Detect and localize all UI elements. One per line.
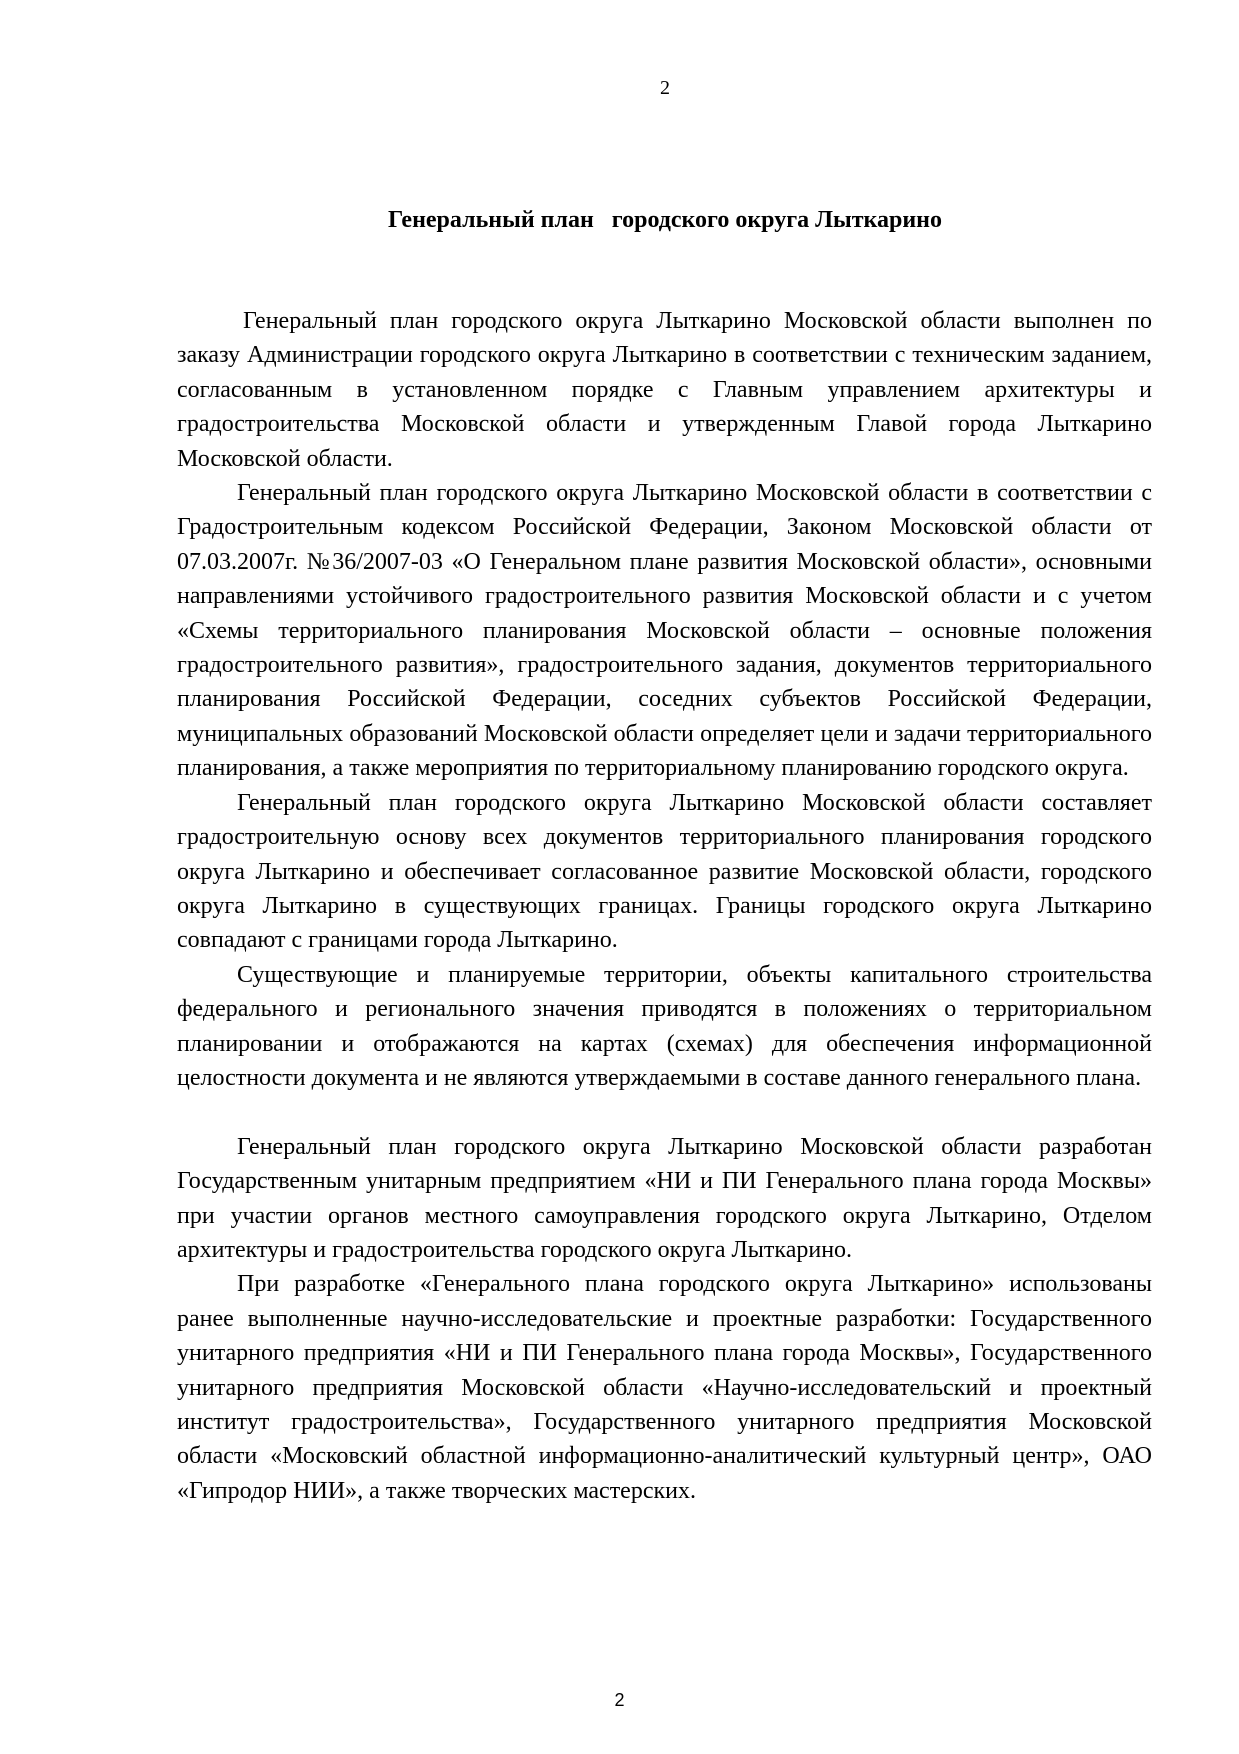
document-title: Генеральный план городского округа Лыткарино [387, 207, 942, 233]
paragraph-5: Генеральный план городского округа Лыткарино Московской области разработан Государственным унитарным предприятием «НИ и ПИ Генерального плана города Москвы» при участии органов местного самоуправления городского округа Лыткарино, Отделом архитектуры и градостроительства городского округа Лыткарино. [177, 1133, 1152, 1263]
paragraph-6: При разработке «Генерального плана городского округа Лыткарино» использованы ранее выполненные научно-исследовательские и проектные разработки: Государственного унитарного предприятия «НИ и ПИ Генерального плана города Москвы», Государственного унитарного предприятия Московской области «Научно-исследовательский и проектный институт градостроительства», Государственного унитарного предприятия Московской области «Московский областной информационно-аналитический культурный центр», ОАО «Гипродор НИИ», а также творческих мастерских. [177, 1271, 1152, 1504]
paragraph-4: Существующие и планируемые территории, объекты капитального строительства федерального и регионального значения приводятся в положениях о территориальном планировании и отображаются на картах (схемах) для обеспечения информационной целостности документа и не являются утверждаемыми в составе данного генерального плана. [177, 961, 1152, 1091]
page-number-top: 2 [660, 77, 670, 99]
document-body [177, 304, 1152, 1508]
paragraph-1: Генеральный план городского округа Лыткарино Московской области выполнен по заказу Администрации городского округа Лыткарино в соответствии с техническим заданием, согласованным в установленном порядке с Главным управлением архитектуры и градостроительства Московской области и утвержденным Главой города Лыткарино Московской области. [177, 308, 1152, 472]
paragraph-3: Генеральный план городского округа Лыткарино Московской области составляет градостроительную основу всех документов территориального планирования городского округа Лыткарино и обеспечивает согласованное развитие Московской области, городского округа Лыткарино в существующих границах. Границы городского округа Лыткарино совпадают с границами города Лыткарино. [177, 789, 1152, 954]
page-number-bottom: 2 [614, 1690, 625, 1710]
paragraph-2: Генеральный план городского округа Лыткарино Московской области в соответствии с Градостроительным кодексом Российской Федерации, Законом Московской области от 07.03.2007г. №36/2007-03 «О Генеральном плане развития Московской области», основными направлениями устойчивого градостроительного развития Московской области и с учетом «Схемы территориального планирования Московской области – основные положения градостроительного развития», градостроительного задания, документов территориального планирования Российской Федерации, соседних субъектов Российской Федерации, муниципальных образований Московской области определяет цели и задачи территориального планирования, а также мероприятия по территориальному планированию городского округа. [177, 480, 1152, 782]
